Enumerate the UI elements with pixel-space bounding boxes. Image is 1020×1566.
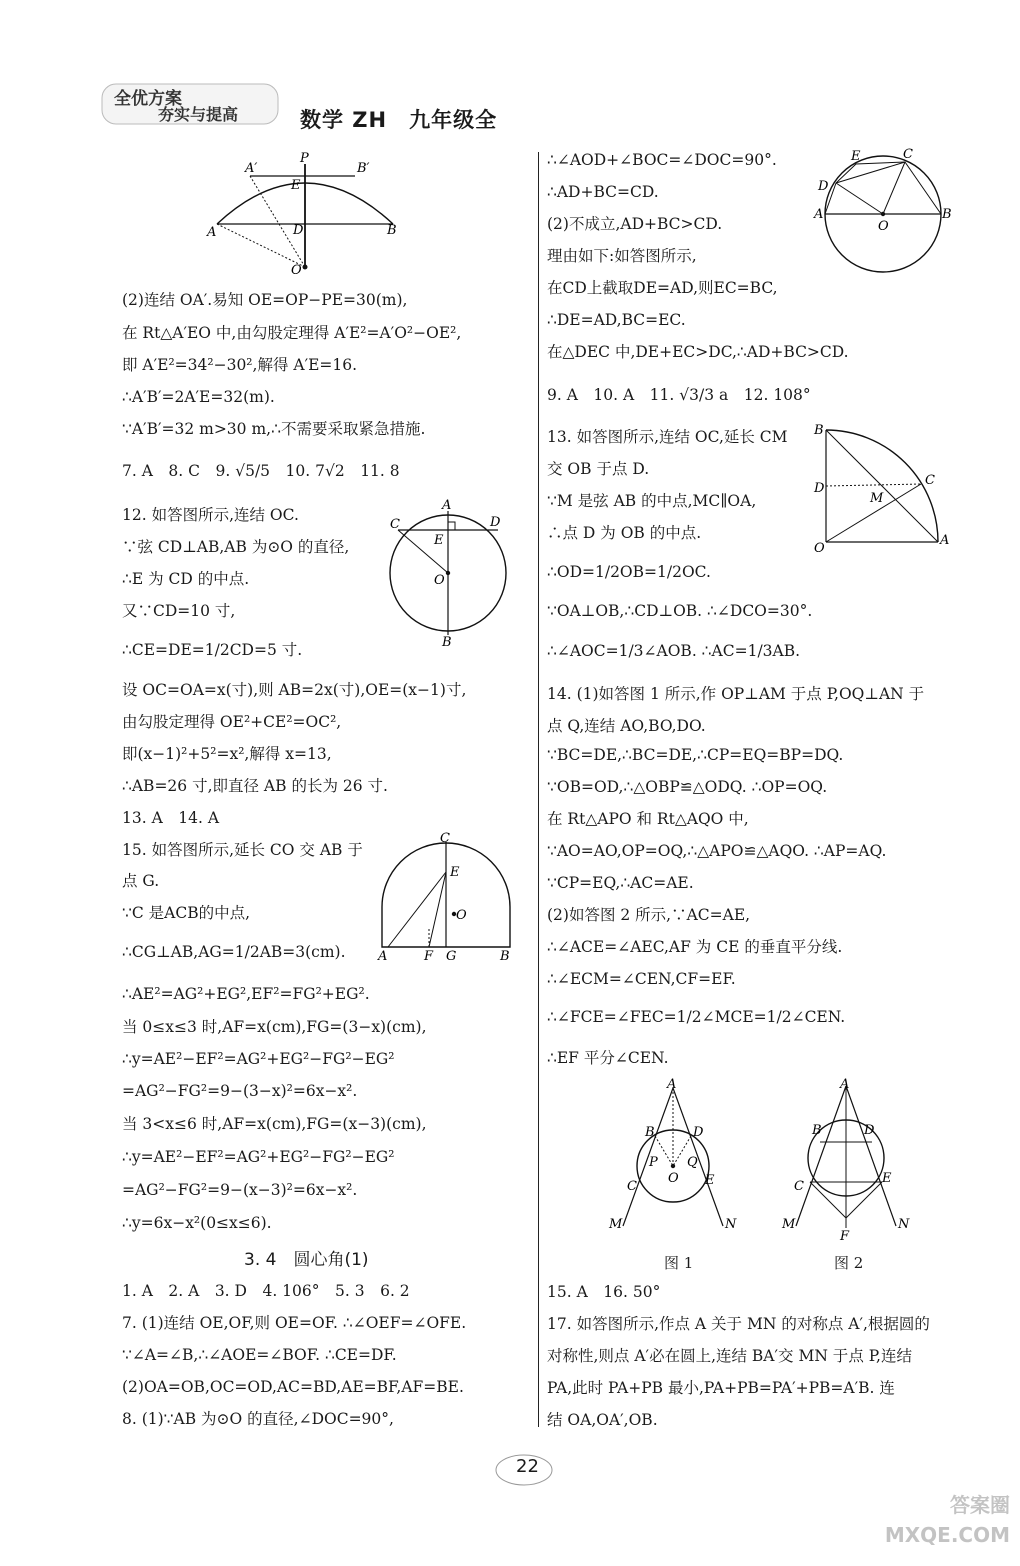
svg-text:D: D	[818, 179, 829, 194]
svg-text:C: C	[794, 1179, 804, 1194]
svg-text:N: N	[725, 1217, 737, 1232]
left-line-33: (2)OA=OB,OC=OD,AC=BD,AE=BF,AF=BE.	[122, 1378, 464, 1396]
right-line-19: ∵OB=OD,∴△OBP≌△ODQ. ∴OP=OQ.	[547, 778, 828, 796]
right-line-26: ∴∠FCE=∠FEC=1/2∠MCE=1/2∠CEN.	[547, 1008, 846, 1026]
left-line-24: =AG²−FG²=9−(3−x)²=6x−x².	[122, 1082, 358, 1100]
svg-text:E: E	[882, 1171, 892, 1186]
figure-2-bisector	[778, 1078, 928, 1246]
right-line-11: ∵M 是弦 AB 的中点,MC∥OA,	[547, 492, 757, 510]
figure-circle-arcs	[808, 148, 958, 273]
right-line-14: ∵OA⊥OB,∴CD⊥OB. ∴∠DCO=30°.	[547, 602, 813, 620]
left-line-11: ∴CE=DE=1/2CD=5 寸.	[122, 641, 303, 659]
left-line-26: ∴y=AE²−EF²=AG²+EG²−FG²−EG²	[122, 1148, 395, 1166]
svg-text:B: B	[942, 207, 952, 222]
left-line-7: 12. 如答图所示,连结 OC.	[122, 506, 299, 524]
svg-text:A: A	[940, 533, 950, 548]
left-line-21: ∴AE²=AG²+EG²,EF²=FG²+EG².	[122, 985, 370, 1003]
left-line-1: (2)连结 OA′.易知 OE=OP−PE=30(m),	[122, 291, 408, 309]
right-line-12: ∴点 D 为 OB 的中点.	[547, 524, 702, 542]
right-line-18: ∵BC=DE,∴BC=DE,∴CP=EQ=BP=DQ.	[547, 746, 844, 764]
svg-text:O: O	[291, 263, 302, 278]
right-line-25: ∴∠ECM=∠CEN,CF=EF.	[547, 970, 736, 988]
left-line-30: 1. A 2. A 3. D 4. 106° 5. 3 6. 2	[122, 1282, 410, 1300]
svg-text:O: O	[878, 219, 889, 234]
svg-text:B: B	[812, 1123, 822, 1138]
right-line-24: ∴∠ACE=∠AEC,AF 为 CE 的垂直平分线.	[547, 938, 843, 956]
right-line-21: ∵AO=AO,OP=OQ,∴△APO≌△AQO. ∴AP=AQ.	[547, 842, 887, 860]
figure-semicircle	[374, 832, 519, 962]
logo-line2: 夯实与提高	[158, 105, 239, 124]
right-line-22: ∵CP=EQ,∴AC=AE.	[547, 874, 694, 892]
figure-2-caption: 图 2	[834, 1254, 864, 1272]
svg-text:D: D	[693, 1125, 704, 1140]
right-line-5: 在CD上截取DE=AD,则EC=BC,	[547, 279, 778, 297]
left-line-16: 13. A 14. A	[122, 809, 220, 827]
svg-text:O: O	[668, 1171, 679, 1186]
figure-1-caption: 图 1	[664, 1254, 694, 1272]
left-line-27: =AG²−FG²=9−(x−3)²=6x−x².	[122, 1181, 358, 1199]
left-line-9: ∴E 为 CD 的中点.	[122, 570, 250, 588]
left-line-22: 当 0≤x≤3 时,AF=x(cm),FG=(3−x)(cm),	[122, 1018, 427, 1036]
page-number: 22	[516, 1456, 539, 1477]
left-line-2: 在 Rt△A′EO 中,由勾股定理得 A′E²=A′O²−OE²,	[122, 324, 462, 342]
svg-text:A′: A′	[245, 161, 258, 176]
watermark-text: 答案圈 MXQE.COM	[884, 1493, 1010, 1547]
svg-text:D: D	[293, 223, 304, 238]
right-line-28: 15. A 16. 50°	[547, 1283, 661, 1301]
right-line-20: 在 Rt△APO 和 Rt△AQO 中,	[547, 810, 749, 828]
left-line-4: ∴A′B′=2A′E=32(m).	[122, 388, 275, 406]
left-line-15: ∴AB=26 寸,即直径 AB 的长为 26 寸.	[122, 777, 388, 795]
right-line-10: 交 OB 于点 D.	[547, 460, 650, 478]
svg-text:A: A	[442, 498, 452, 513]
left-line-10: 又∵CD=10 寸,	[122, 602, 236, 620]
right-line-6: ∴DE=AD,BC=EC.	[547, 311, 686, 329]
svg-text:O: O	[434, 573, 445, 588]
svg-text:B: B	[814, 423, 824, 438]
svg-text:O: O	[814, 541, 825, 556]
right-line-3: (2)不成立,AD+BC>CD.	[547, 215, 723, 233]
svg-text:B: B	[500, 949, 510, 964]
svg-text:A: A	[667, 1077, 677, 1092]
left-line-3: 即 A′E²=34²−30²,解得 A′E=16.	[122, 356, 358, 374]
figure-arch-bridge	[205, 152, 405, 277]
left-line-5: ∵A′B′=32 m>30 m,∴不需要采取紧急措施.	[122, 420, 426, 438]
svg-text:Q: Q	[687, 1155, 698, 1170]
svg-text:D: D	[864, 1123, 875, 1138]
svg-text:E: E	[851, 149, 861, 164]
logo-line1: 全优方案	[114, 89, 182, 109]
svg-text:D: D	[490, 515, 501, 530]
column-divider	[538, 152, 539, 1427]
svg-text:F: F	[840, 1229, 850, 1244]
svg-text:P: P	[649, 1155, 658, 1170]
svg-text:M: M	[870, 491, 884, 506]
svg-text:F: F	[424, 949, 434, 964]
brand-logo	[100, 80, 280, 128]
left-line-19: ∵C 是ACB的中点,	[122, 904, 251, 922]
svg-text:E: E	[434, 533, 444, 548]
svg-text:O: O	[456, 908, 467, 923]
right-line-29: 17. 如答图所示,作点 A 关于 MN 的对称点 A′,根据圆的	[547, 1315, 930, 1333]
left-line-32: ∵∠A=∠B,∴∠AOE=∠BOF. ∴CE=DF.	[122, 1346, 397, 1364]
left-line-8: ∵弦 CD⊥AB,AB 为⊙O 的直径,	[122, 538, 350, 556]
section-heading: 3. 4 圆心角(1)	[244, 1250, 369, 1270]
svg-text:M: M	[782, 1217, 796, 1232]
svg-text:E: E	[705, 1173, 715, 1188]
left-line-23: ∴y=AE²−EF²=AG²+EG²−FG²−EG²	[122, 1050, 395, 1068]
svg-text:B′: B′	[357, 161, 370, 176]
right-line-7: 在△DEC 中,DE+EC>DC,∴AD+BC>CD.	[547, 343, 849, 361]
svg-text:C: C	[627, 1179, 637, 1194]
right-line-31: PA,此时 PA+PB 最小,PA+PB=PA′+PB=A′B. 连	[547, 1379, 895, 1397]
figure-1-tangent	[605, 1078, 755, 1246]
svg-text:C: C	[390, 517, 400, 532]
left-line-31: 7. (1)连结 OE,OF,则 OE=OF. ∴∠OEF=∠OFE.	[122, 1314, 467, 1332]
svg-text:A: A	[814, 207, 824, 222]
svg-text:C: C	[903, 147, 913, 162]
svg-text:M: M	[609, 1217, 623, 1232]
right-line-16: 14. (1)如答图 1 所示,作 OP⊥AM 于点 P,OQ⊥AN 于	[547, 685, 925, 703]
figure-circle-chord	[388, 498, 508, 648]
right-line-32: 结 OA,OA′,OB.	[547, 1411, 658, 1429]
left-line-12: 设 OC=OA=x(寸),则 AB=2x(寸),OE=(x−1)寸,	[122, 681, 467, 699]
svg-text:P: P	[300, 151, 309, 166]
left-line-25: 当 3<x≤6 时,AF=x(cm),FG=(x−3)(cm),	[122, 1115, 427, 1133]
svg-text:A: A	[378, 949, 388, 964]
right-line-27: ∴EF 平分∠CEN.	[547, 1049, 669, 1067]
figure-quarter-circle	[808, 420, 948, 555]
right-line-13: ∴OD=1/2OB=1/2OC.	[547, 563, 711, 581]
left-line-18: 点 G.	[122, 872, 160, 890]
svg-text:C: C	[440, 831, 450, 846]
watermark	[840, 1490, 1015, 1560]
page-title: 数学 ZH 九年级全	[300, 108, 498, 132]
svg-text:E: E	[450, 865, 460, 880]
left-line-6: 7. A 8. C 9. √5/5 10. 7√2 11. 8	[122, 462, 400, 480]
svg-text:N: N	[898, 1217, 910, 1232]
left-line-14: 即(x−1)²+5²=x²,解得 x=13,	[122, 745, 332, 763]
left-line-20: ∴CG⊥AB,AG=1/2AB=3(cm).	[122, 943, 346, 961]
svg-text:C: C	[925, 473, 935, 488]
svg-text:G: G	[446, 949, 457, 964]
right-line-2: ∴AD+BC=CD.	[547, 183, 659, 201]
svg-text:E: E	[291, 178, 301, 193]
svg-text:B: B	[387, 223, 397, 238]
right-line-9: 13. 如答图所示,连结 OC,延长 CM	[547, 428, 788, 446]
left-line-28: ∴y=6x−x²(0≤x≤6).	[122, 1214, 272, 1232]
svg-text:A: A	[840, 1077, 850, 1092]
right-line-8: 9. A 10. A 11. √3/3 a 12. 108°	[547, 386, 811, 404]
left-line-13: 由勾股定理得 OE²+CE²=OC²,	[122, 713, 342, 731]
right-line-30: 对称性,则点 A′必在圆上,连结 BA′交 MN 于点 P,连结	[547, 1347, 912, 1365]
left-line-17: 15. 如答图所示,延长 CO 交 AB 于	[122, 841, 363, 859]
right-line-1: ∴∠AOD+∠BOC=∠DOC=90°.	[547, 151, 777, 169]
svg-text:B: B	[442, 635, 452, 650]
svg-text:D: D	[814, 481, 825, 496]
svg-text:A: A	[207, 225, 217, 240]
right-line-17: 点 Q,连结 AO,BO,DO.	[547, 717, 706, 735]
right-line-23: (2)如答图 2 所示,∵AC=AE,	[547, 906, 751, 924]
svg-text:B: B	[645, 1125, 655, 1140]
left-line-34: 8. (1)∵AB 为⊙O 的直径,∠DOC=90°,	[122, 1410, 394, 1428]
right-line-4: 理由如下:如答图所示,	[547, 247, 697, 265]
right-line-15: ∴∠AOC=1/3∠AOB. ∴AC=1/3AB.	[547, 642, 801, 660]
